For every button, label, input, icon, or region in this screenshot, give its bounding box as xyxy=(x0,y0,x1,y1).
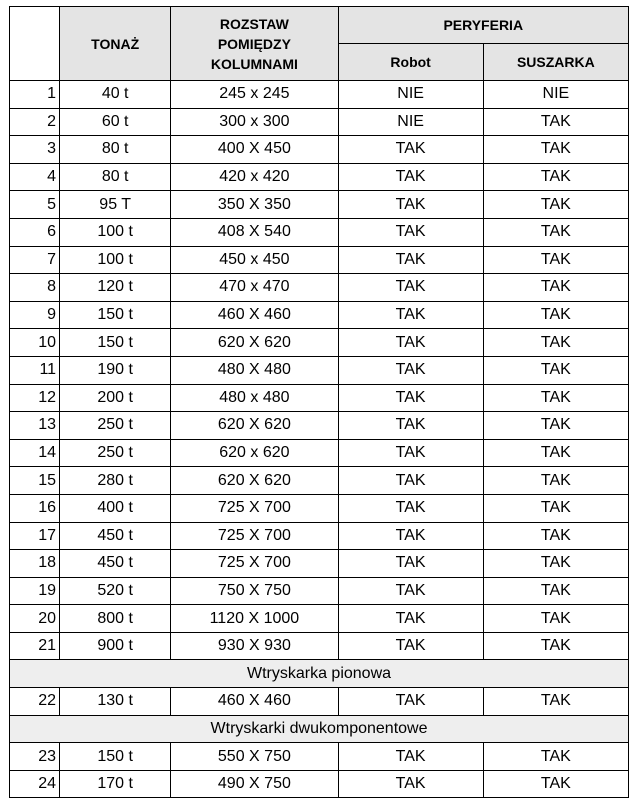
cell-column-spacing: 470 x 470 xyxy=(171,274,338,302)
table-row xyxy=(10,301,629,329)
cell-dryer: TAK xyxy=(483,301,628,329)
row-number: 8 xyxy=(10,274,60,302)
row-number: 9 xyxy=(10,301,60,329)
cell-column-spacing: 725 X 700 xyxy=(171,494,338,522)
table-row xyxy=(10,81,629,109)
row-number: 1 xyxy=(10,81,60,109)
row-number: 4 xyxy=(10,163,60,191)
row-number: 17 xyxy=(10,522,60,550)
cell-robot: TAK xyxy=(338,163,483,191)
row-number: 23 xyxy=(10,743,60,771)
header-tonnage: TONAŻ xyxy=(60,7,171,81)
table-row xyxy=(10,246,629,274)
cell-tonnage: 100 t xyxy=(60,218,171,246)
cell-dryer: TAK xyxy=(483,743,628,771)
row-number: 6 xyxy=(10,218,60,246)
header-corner xyxy=(10,7,60,81)
row-number: 2 xyxy=(10,108,60,136)
header-periphery: PERYFERIA xyxy=(338,7,628,44)
cell-tonnage: 150 t xyxy=(60,301,171,329)
table-row xyxy=(10,688,629,716)
cell-robot: TAK xyxy=(338,412,483,440)
row-number: 20 xyxy=(10,605,60,633)
cell-tonnage: 150 t xyxy=(60,743,171,771)
cell-robot: TAK xyxy=(338,770,483,798)
cell-dryer: TAK xyxy=(483,246,628,274)
cell-robot: TAK xyxy=(338,136,483,164)
header-spacing-line2: POMIĘDZY xyxy=(217,35,291,52)
cell-tonnage: 80 t xyxy=(60,136,171,164)
row-number: 13 xyxy=(10,412,60,440)
cell-robot: NIE xyxy=(338,81,483,109)
table-row xyxy=(10,605,629,633)
table-row xyxy=(10,770,629,798)
cell-column-spacing: 450 x 450 xyxy=(171,246,338,274)
row-number: 12 xyxy=(10,384,60,412)
cell-column-spacing: 408 X 540 xyxy=(171,218,338,246)
row-number: 14 xyxy=(10,439,60,467)
cell-column-spacing: 930 X 930 xyxy=(171,632,338,660)
cell-robot: TAK xyxy=(338,439,483,467)
cell-dryer: TAK xyxy=(483,522,628,550)
cell-tonnage: 250 t xyxy=(60,412,171,440)
row-number: 3 xyxy=(10,136,60,164)
header-column-spacing xyxy=(171,7,338,81)
cell-robot: TAK xyxy=(338,522,483,550)
cell-dryer: TAK xyxy=(483,577,628,605)
section-two-component-row xyxy=(10,715,629,743)
cell-dryer: TAK xyxy=(483,329,628,357)
cell-robot: TAK xyxy=(338,301,483,329)
cell-dryer: TAK xyxy=(483,494,628,522)
table-row xyxy=(10,108,629,136)
row-number: 7 xyxy=(10,246,60,274)
table-row xyxy=(10,494,629,522)
cell-tonnage: 200 t xyxy=(60,384,171,412)
cell-robot: TAK xyxy=(338,632,483,660)
cell-column-spacing: 550 X 750 xyxy=(171,743,338,771)
cell-robot: TAK xyxy=(338,688,483,716)
cell-dryer: TAK xyxy=(483,163,628,191)
table-row xyxy=(10,522,629,550)
section-vertical-row xyxy=(10,660,629,688)
row-number: 21 xyxy=(10,632,60,660)
header-spacing-line3: KOLUMNAMI xyxy=(210,55,298,72)
table-row xyxy=(10,412,629,440)
row-number: 16 xyxy=(10,494,60,522)
cell-column-spacing: 400 X 450 xyxy=(171,136,338,164)
cell-dryer: TAK xyxy=(483,770,628,798)
cell-column-spacing: 350 X 350 xyxy=(171,191,338,219)
table-row xyxy=(10,632,629,660)
cell-column-spacing: 750 X 750 xyxy=(171,577,338,605)
section-two-component-title: Wtryskarki dwukomponentowe xyxy=(10,715,629,743)
cell-dryer: TAK xyxy=(483,550,628,578)
cell-robot: TAK xyxy=(338,191,483,219)
cell-column-spacing: 490 X 750 xyxy=(171,770,338,798)
cell-dryer: TAK xyxy=(483,467,628,495)
table-row xyxy=(10,218,629,246)
table-row xyxy=(10,550,629,578)
cell-tonnage: 400 t xyxy=(60,494,171,522)
cell-dryer: TAK xyxy=(483,688,628,716)
cell-column-spacing: 300 x 300 xyxy=(171,108,338,136)
cell-robot: TAK xyxy=(338,743,483,771)
section-vertical-title: Wtryskarka pionowa xyxy=(10,660,629,688)
table-row xyxy=(10,467,629,495)
cell-robot: TAK xyxy=(338,550,483,578)
table-row xyxy=(10,191,629,219)
cell-tonnage: 250 t xyxy=(60,439,171,467)
row-number: 10 xyxy=(10,329,60,357)
header-robot: Robot xyxy=(338,44,483,81)
cell-dryer: NIE xyxy=(483,81,628,109)
cell-column-spacing: 480 x 480 xyxy=(171,384,338,412)
cell-robot: TAK xyxy=(338,605,483,633)
row-number: 11 xyxy=(10,356,60,384)
cell-column-spacing: 620 X 620 xyxy=(171,329,338,357)
cell-tonnage: 800 t xyxy=(60,605,171,633)
cell-tonnage: 280 t xyxy=(60,467,171,495)
cell-dryer: TAK xyxy=(483,136,628,164)
cell-tonnage: 40 t xyxy=(60,81,171,109)
cell-tonnage: 95 T xyxy=(60,191,171,219)
cell-tonnage: 60 t xyxy=(60,108,171,136)
cell-tonnage: 450 t xyxy=(60,550,171,578)
cell-robot: TAK xyxy=(338,577,483,605)
cell-tonnage: 900 t xyxy=(60,632,171,660)
cell-column-spacing: 245 x 245 xyxy=(171,81,338,109)
cell-dryer: TAK xyxy=(483,108,628,136)
row-number: 18 xyxy=(10,550,60,578)
cell-column-spacing: 1120 X 1000 xyxy=(171,605,338,633)
cell-dryer: TAK xyxy=(483,356,628,384)
table-row xyxy=(10,439,629,467)
cell-dryer: TAK xyxy=(483,218,628,246)
row-number: 19 xyxy=(10,577,60,605)
cell-dryer: TAK xyxy=(483,274,628,302)
cell-robot: TAK xyxy=(338,274,483,302)
cell-tonnage: 80 t xyxy=(60,163,171,191)
cell-robot: TAK xyxy=(338,246,483,274)
cell-robot: TAK xyxy=(338,218,483,246)
row-number: 15 xyxy=(10,467,60,495)
cell-tonnage: 120 t xyxy=(60,274,171,302)
row-number: 22 xyxy=(10,688,60,716)
cell-tonnage: 130 t xyxy=(60,688,171,716)
cell-column-spacing: 620 X 620 xyxy=(171,467,338,495)
cell-tonnage: 450 t xyxy=(60,522,171,550)
cell-tonnage: 100 t xyxy=(60,246,171,274)
cell-column-spacing: 460 X 460 xyxy=(171,301,338,329)
cell-column-spacing: 620 X 620 xyxy=(171,412,338,440)
table-row xyxy=(10,577,629,605)
cell-tonnage: 150 t xyxy=(60,329,171,357)
table-row xyxy=(10,384,629,412)
table-row xyxy=(10,743,629,771)
cell-column-spacing: 420 x 420 xyxy=(171,163,338,191)
cell-dryer: TAK xyxy=(483,412,628,440)
cell-robot: TAK xyxy=(338,494,483,522)
cell-column-spacing: 725 X 700 xyxy=(171,550,338,578)
cell-tonnage: 520 t xyxy=(60,577,171,605)
cell-tonnage: 170 t xyxy=(60,770,171,798)
header-spacing-line1: ROZSTAW xyxy=(219,15,289,32)
cell-dryer: TAK xyxy=(483,384,628,412)
cell-column-spacing: 620 x 620 xyxy=(171,439,338,467)
row-number: 24 xyxy=(10,770,60,798)
table-row xyxy=(10,356,629,384)
cell-robot: TAK xyxy=(338,356,483,384)
cell-dryer: TAK xyxy=(483,191,628,219)
cell-dryer: TAK xyxy=(483,439,628,467)
table-row xyxy=(10,329,629,357)
cell-column-spacing: 460 X 460 xyxy=(171,688,338,716)
cell-dryer: TAK xyxy=(483,632,628,660)
table-row xyxy=(10,136,629,164)
cell-robot: TAK xyxy=(338,329,483,357)
machines-table xyxy=(9,6,629,798)
cell-robot: TAK xyxy=(338,384,483,412)
cell-dryer: TAK xyxy=(483,605,628,633)
cell-column-spacing: 725 X 700 xyxy=(171,522,338,550)
table-body xyxy=(10,81,629,798)
table-row xyxy=(10,163,629,191)
cell-robot: TAK xyxy=(338,467,483,495)
cell-column-spacing: 480 X 480 xyxy=(171,356,338,384)
cell-robot: NIE xyxy=(338,108,483,136)
cell-tonnage: 190 t xyxy=(60,356,171,384)
table-row xyxy=(10,274,629,302)
row-number: 5 xyxy=(10,191,60,219)
header-dryer: SUSZARKA xyxy=(483,44,628,81)
